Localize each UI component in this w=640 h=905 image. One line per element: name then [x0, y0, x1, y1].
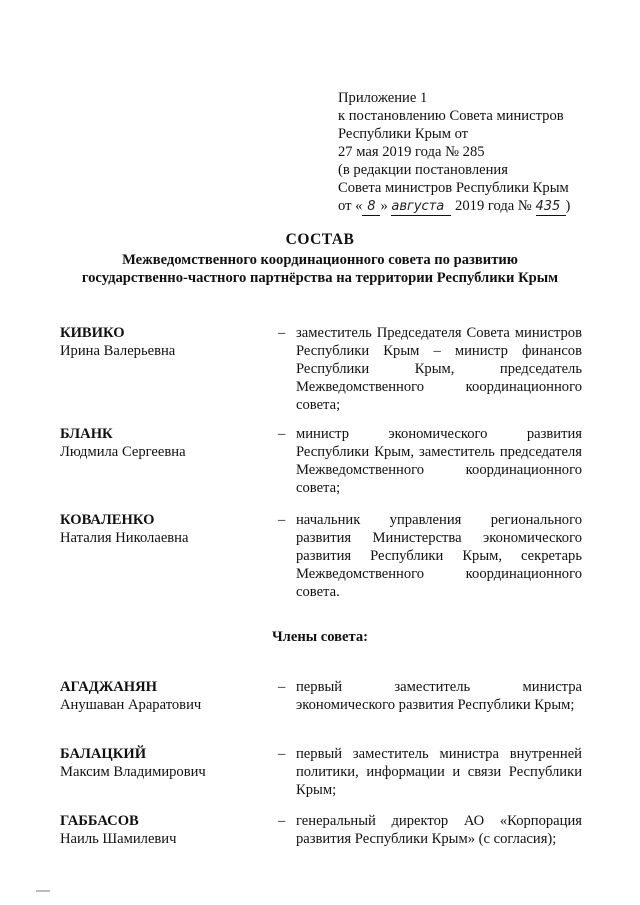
separator-dash: – [278, 679, 286, 695]
person-name [60, 745, 270, 781]
person-surname: АГАДЖАНЯН [60, 679, 158, 695]
heading-subtitle-line: государственно-частного партнёрства на территории Республики Крым [81, 270, 559, 286]
separator-dash: – [278, 512, 286, 528]
page-title: СОСТАВ [285, 231, 355, 248]
appendix-line: к постановлению Совета министров [338, 108, 564, 124]
separator-dash: – [278, 813, 286, 829]
person-given-name: Ирина Валерьевна [60, 343, 176, 359]
date-year: 2019 года № [455, 198, 532, 214]
date-prefix: от « [338, 198, 363, 214]
appendix-line: 27 мая 2019 года № 285 [338, 144, 485, 160]
person-surname: ГАББАСОВ [60, 813, 139, 829]
heading-subtitle-line: Межведомственного координационного совета по развитию [122, 252, 518, 268]
handwritten-day: 8 [362, 199, 380, 216]
person-role: генеральный директор АО «Корпорация развития Республики Крым» (с согласия); [296, 813, 582, 847]
person-given-name: Максим Владимирович [60, 764, 206, 780]
person-surname: БАЛАЦКИЙ [60, 746, 147, 762]
person-role: начальник управления регионального развития Министерства экономического развития Республики Крым, секретарь Межведомственного координационного совета. [296, 512, 582, 600]
members-heading: Члены совета: [271, 629, 369, 645]
date-mid: » [380, 198, 388, 214]
person-name [60, 425, 270, 461]
handwritten-number: 435 [536, 199, 566, 216]
person-surname: КИВИКО [60, 325, 125, 341]
person-surname: КОВАЛЕНКО [60, 512, 155, 528]
person-given-name: Наиль Шамилевич [60, 831, 177, 847]
handwritten-month: августа [391, 199, 451, 216]
appendix-line: (в редакции постановления [338, 162, 508, 178]
person-role: министр экономического развития Республики Крым, заместитель председателя Межведомственного координационного совета; [296, 426, 582, 496]
separator-dash: – [278, 325, 286, 341]
appendix-line: Республики Крым от [338, 126, 469, 142]
person-surname: БЛАНК [60, 426, 113, 442]
person-role: заместитель Председателя Совета министров Республики Крым – министр финансов Республики Крым, председатель Межведомственного координационного совета; [296, 325, 582, 413]
person-name [60, 678, 270, 714]
person-given-name: Людмила Сергеевна [60, 444, 186, 460]
person-given-name: Наталия Николаевна [60, 530, 189, 546]
person-given-name: Анушаван Араратович [60, 697, 202, 713]
person-name [60, 812, 270, 848]
person-name [60, 324, 270, 360]
person-role: первый заместитель министра экономического развития Республики Крым; [296, 679, 582, 713]
person-role: первый заместитель министра внутренней политики, информации и связи Республики Крым; [296, 746, 582, 798]
separator-dash: – [278, 426, 286, 442]
document-heading [0, 231, 640, 287]
scan-mark [36, 890, 50, 892]
person-name [60, 511, 270, 547]
appendix-line: Приложение 1 [338, 90, 428, 106]
appendix-header [338, 89, 608, 216]
appendix-line: Совета министров Республики Крым [338, 180, 569, 196]
separator-dash: – [278, 746, 286, 762]
appendix-date-line [338, 197, 608, 216]
date-closing: ) [565, 198, 571, 214]
